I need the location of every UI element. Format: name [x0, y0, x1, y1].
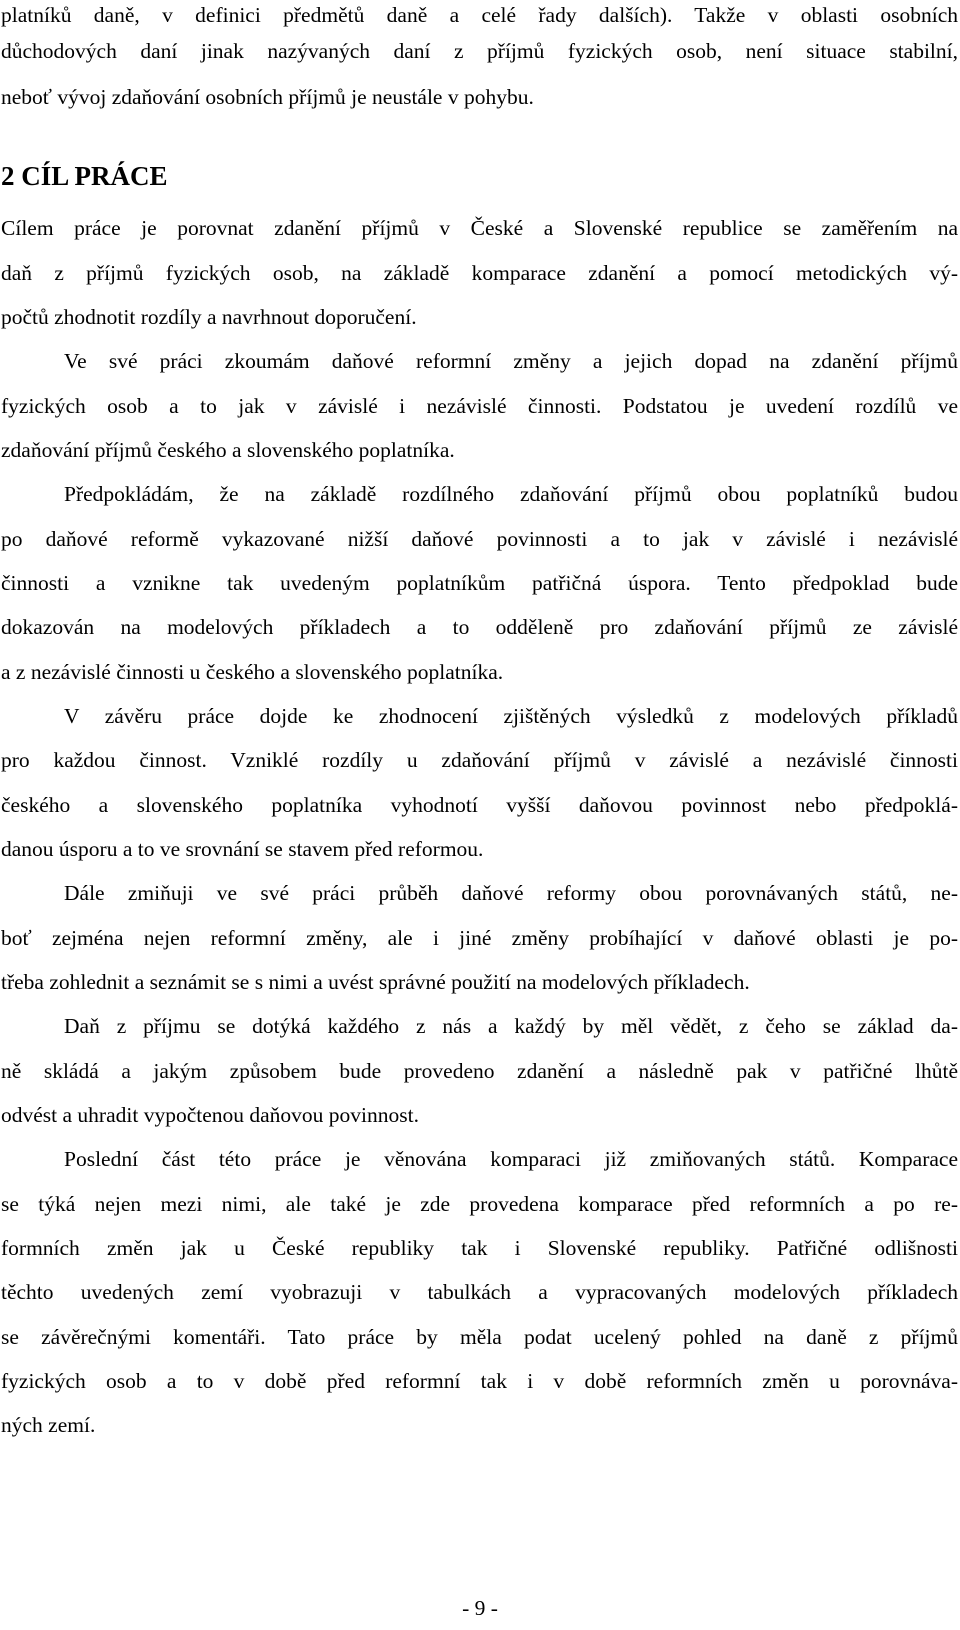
text-line: Daň z příjmu se dotýká každého z nás a každý by měl vědět, z čeho se základ da- — [64, 1014, 958, 1038]
text-line: Předpokládám, že na základě rozdílného zdaňování příjmů obou poplatníků budou — [64, 482, 958, 506]
text-line: činnosti a vznikne tak uvedeným poplatníkům patřičná úspora. Tento předpoklad bude — [1, 571, 958, 595]
text-line: se týká nejen mezi nimi, ale také je zde provedena komparace před reformních a po re- — [1, 1192, 958, 1216]
text-line: fyzických osob a to v době před reformní tak i v době reformních změn u porovnáva- — [1, 1369, 958, 1393]
text-line: odvést a uhradit vypočtenou daňovou povinnost. — [1, 1103, 419, 1127]
text-line: dokazován na modelových příkladech a to odděleně pro zdaňování příjmů ze závislé — [1, 615, 958, 639]
text-line: boť zejména nejen reformní změny, ale i jiné změny probíhající v daňové oblasti je po- — [1, 926, 958, 950]
text-line: třeba zohlednit a seznámit se s nimi a uvést správné použití na modelových příkladech. — [1, 970, 750, 994]
section-heading: 2 CÍL PRÁCE — [1, 161, 168, 191]
text-line: Poslední část této práce je věnována komparaci již zmiňovaných států. Komparace — [64, 1147, 958, 1171]
text-line: Dále zmiňuji ve své práci průběh daňové reformy obou porovnávaných států, ne- — [64, 881, 958, 905]
text-line: danou úsporu a to ve srovnání se stavem před reformou. — [1, 837, 484, 861]
text-line: formních změn jak u České republiky tak i Slovenské republiky. Patřičné odlišnosti — [1, 1236, 958, 1260]
text-line: Ve své práci zkoumám daňové reformní změny a jejich dopad na zdanění příjmů — [64, 349, 958, 373]
text-line: a z nezávislé činnosti u českého a slovenského poplatníka. — [1, 660, 504, 684]
text-line: fyzických osob a to jak v závislé i nezávislé činnosti. Podstatou je uvedení rozdílů ve — [1, 394, 958, 418]
text-line: pro každou činnost. Vzniklé rozdíly u zdaňování příjmů v závislé a nezávislé činnosti — [1, 748, 958, 772]
text-line: počtů zhodnotit rozdíly a navrhnout doporučení. — [1, 305, 417, 329]
text-line: zdaňování příjmů českého a slovenského poplatníka. — [1, 438, 455, 462]
text-line: neboť vývoj zdaňování osobních příjmů je neustále v pohybu. — [1, 85, 534, 109]
text-line: po daňové reformě vykazované nižší daňové povinnosti a to jak v závislé i nezávislé — [1, 527, 958, 551]
page-number: - 9 - — [462, 1596, 498, 1620]
text-line: V závěru práce dojde ke zhodnocení zjištěných výsledků z modelových příkladů — [64, 704, 958, 728]
text-line: Cílem práce je porovnat zdanění příjmů v České a Slovenské republice se zaměřením na — [1, 216, 958, 240]
text-line: ně skládá a jakým způsobem bude provedeno zdanění a následně pak v patřičné lhůtě — [1, 1059, 958, 1083]
text-line: daň z příjmů fyzických osob, na základě komparace zdanění a pomocí metodických vý- — [1, 261, 958, 285]
text-line: českého a slovenského poplatníka vyhodnotí vyšší daňovou povinnost nebo předpoklá- — [1, 793, 958, 817]
text-line: těchto uvedených zemí vyobrazuji v tabulkách a vypracovaných modelových příkladech — [1, 1280, 958, 1304]
text-line: se závěrečnými komentáři. Tato práce by měla podat ucelený pohled na daně z příjmů — [1, 1325, 958, 1349]
text-line: platníků daně, v definici předmětů daně a celé řady dalších). Takže v oblasti osobních — [1, 3, 958, 27]
text-line: důchodových daní jinak nazývaných daní z příjmů fyzických osob, není situace stabilní, — [1, 39, 958, 63]
text-line: ných zemí. — [1, 1413, 96, 1437]
